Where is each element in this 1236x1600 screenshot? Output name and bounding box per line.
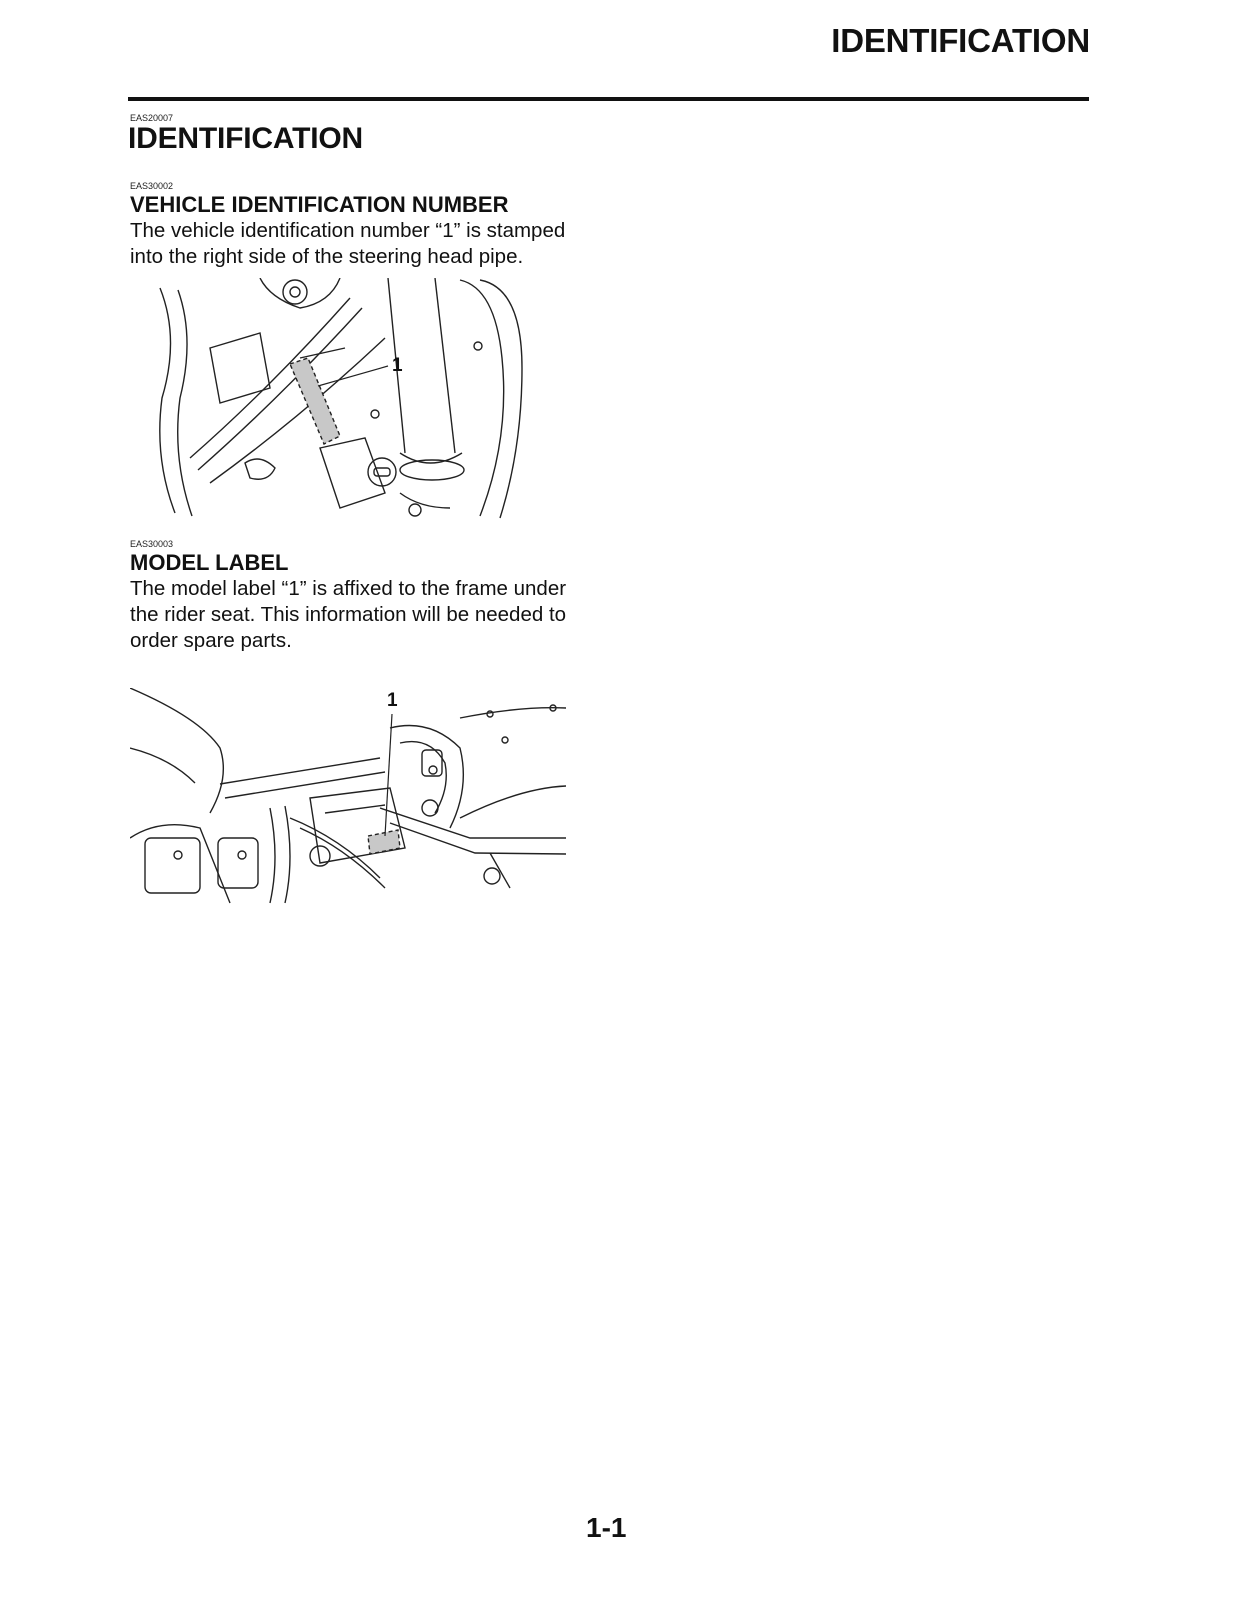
vin-illustration	[150, 278, 525, 522]
model-label-text	[130, 576, 590, 654]
header-title: IDENTIFICATION	[831, 22, 1090, 59]
model-label-text-line2: the rider seat. This information will be needed to	[130, 603, 567, 626]
model-label-callout: 1	[387, 690, 398, 711]
model-label-text-line1: The model label “1” is affixed to the frame under	[130, 577, 567, 600]
page-number: 1-1	[586, 1512, 627, 1543]
model-label-title: MODEL LABEL	[130, 550, 289, 575]
model-label-code: EAS30003	[130, 539, 174, 549]
vin-title: VEHICLE IDENTIFICATION NUMBER	[130, 192, 509, 217]
vin-callout: 1	[392, 355, 403, 376]
vin-code: EAS30002	[130, 181, 174, 191]
vin-text	[130, 218, 590, 270]
vin-text-line2: into the right side of the steering head pipe.	[130, 245, 524, 268]
vin-text-line1: The vehicle identification number “1” is stamped	[130, 219, 566, 242]
header-rule	[128, 97, 1089, 101]
model-label-illustration	[130, 688, 566, 904]
model-label-text-line3: order spare parts.	[130, 629, 292, 652]
section-code: EAS20007	[130, 113, 174, 123]
section-title: IDENTIFICATION	[128, 122, 363, 155]
